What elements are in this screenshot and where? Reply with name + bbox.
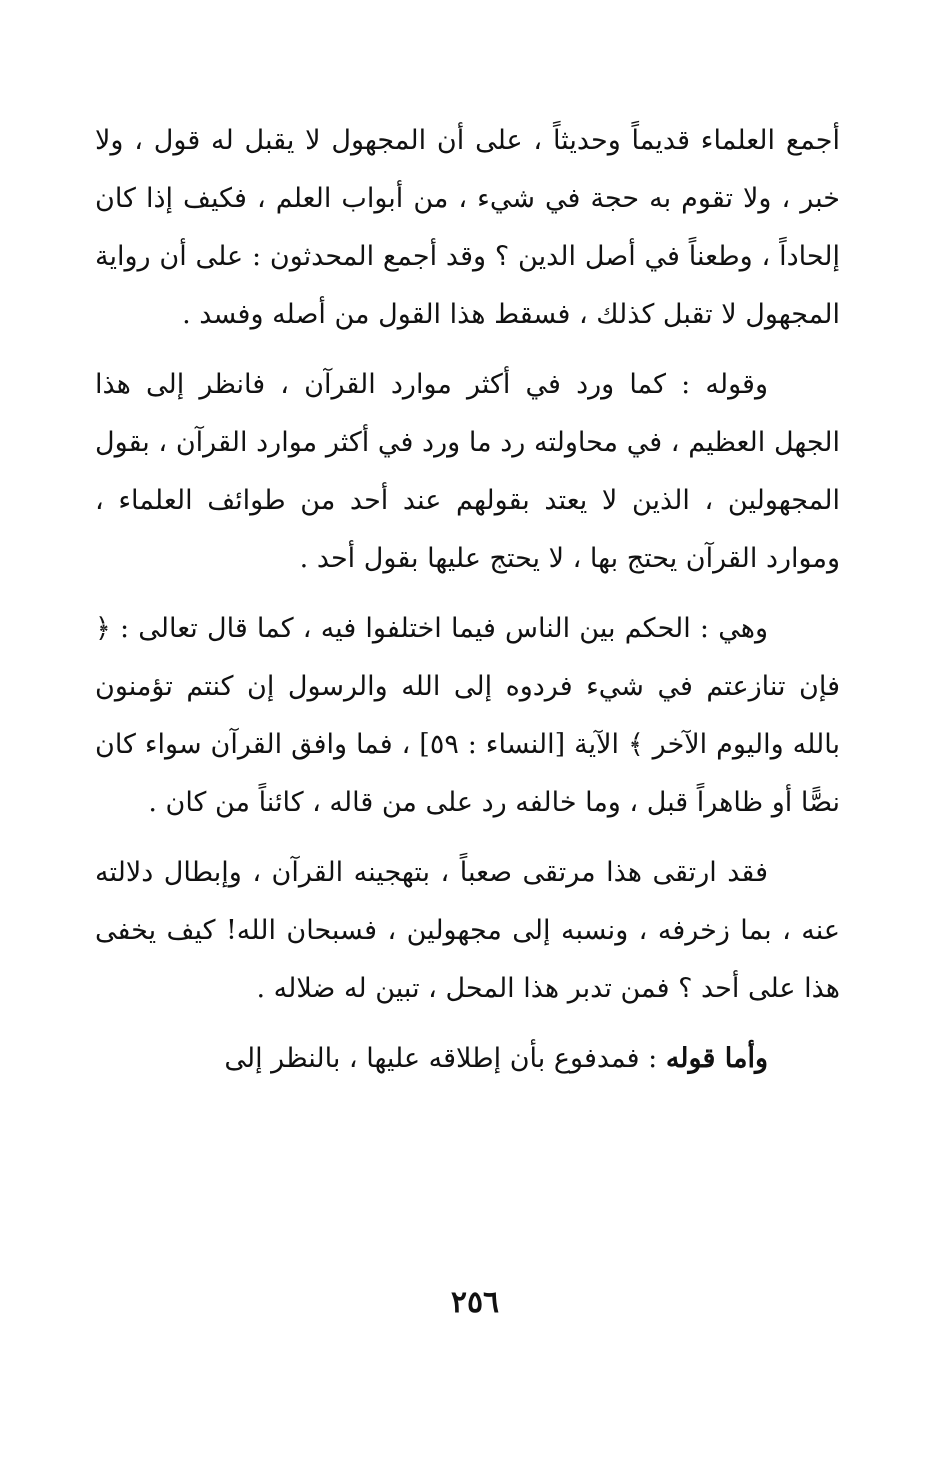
paragraph-5-lead: وأما قوله — [665, 1043, 768, 1074]
paragraph-1: أجمع العلماء قديماً وحديثاً ، على أن المجهول لا يقبل له قول ، ولا خبر ، ولا تقوم به حجة في شيء ، من أبواب العلم ، فكيف إذا كان إلحاداً ، وطعناً في أصل الدين ؟ وقد أجمع المحدثون : على أن رواية المجهول لا تقبل كذلك ، فسقط هذا القول من أصله وفسد . — [95, 125, 840, 330]
paragraph-3: وهي : الحكم بين الناس فيما اختلفوا فيه ، كما قال تعالى : ﴿ فإن تنازعتم في شيء فردوه إلى الله والرسول إن كنتم تؤمنون بالله واليوم الآخر ﴾ الآية [النساء : ٥٩] ، فما وافق القرآن سواء كان نصًّا أو ظاهراً قبل ، وما خالفه رد على من قاله ، كائناً من كان . — [95, 613, 840, 818]
body-text — [95, 112, 840, 1100]
paragraph-5-text: : فمدفوع بأن إطلاقه عليها ، بالنظر إلى — [224, 1043, 666, 1074]
paragraph-5 — [95, 1030, 840, 1088]
paragraph-2: وقوله : كما ورد في أكثر موارد القرآن ، فانظر إلى هذا الجهل العظيم ، في محاولته رد ما ورد في أكثر موارد القرآن ، بقول المجهولين ، الذين لا يعتد بقولهم عند أحد من طوائف العلماء ، وموارد القرآن يحتج بها ، لا يحتج عليها بقول أحد . — [95, 369, 840, 574]
paragraph-4: فقد ارتقى هذا مرتقى صعباً ، بتهجينه القرآن ، وإبطال دلالته عنه ، بما زخرفه ، ونسبه إلى مجهولين ، فسبحان الله! كيف يخفى هذا على أحد ؟ فمن تدبر هذا المحل ، تبين له ضلاله . — [95, 857, 840, 1004]
page-number: ٢٥٦ — [450, 1285, 500, 1320]
